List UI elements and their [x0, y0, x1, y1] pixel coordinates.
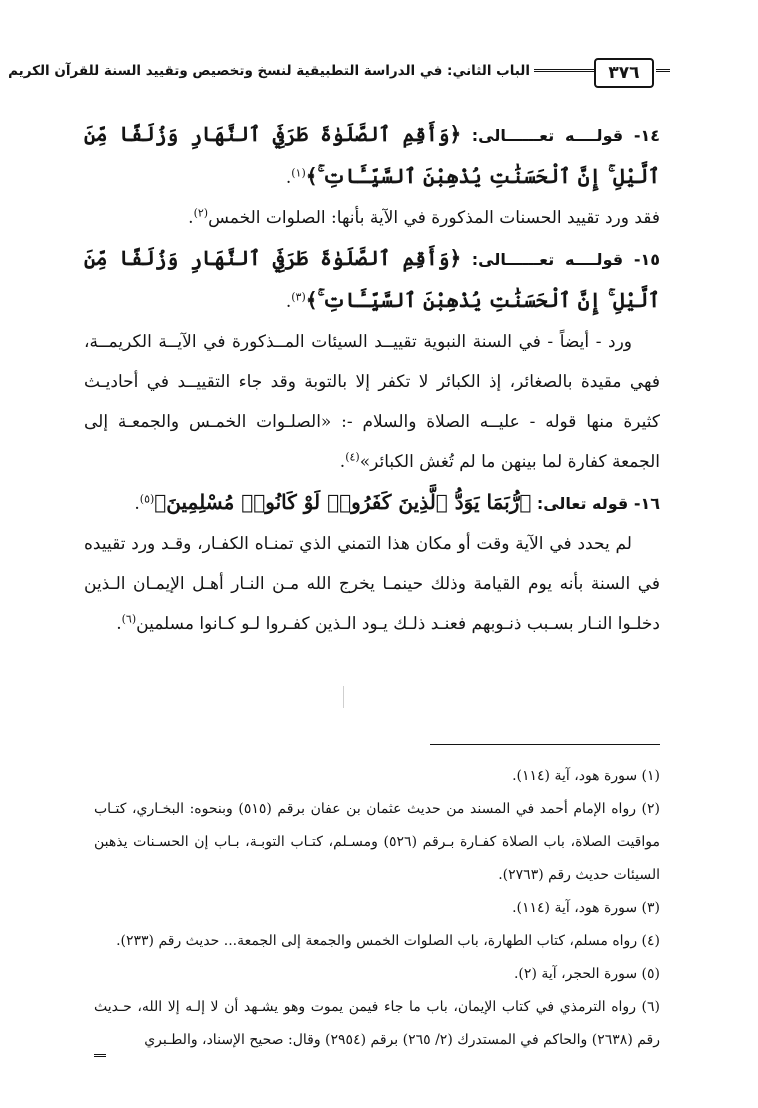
item-label: ١٥- قولــــه تعــــــالى:	[471, 250, 660, 269]
running-header	[8, 52, 670, 92]
footnote-ref: (٢)	[193, 206, 209, 220]
item-16	[84, 482, 660, 524]
paragraph	[84, 524, 660, 644]
item-label: ١٦- قوله تعالى:	[536, 494, 660, 513]
footnote-ref: (٥)	[139, 492, 155, 506]
footnote: (٣) سورة هود، آية (١١٤).	[512, 900, 660, 916]
item-15: ١٥- قولــــه تعــــــالى: ﴿وَأَقِمِ ٱلصَّلَوٰةَ طَرَفَيِ ٱلنَّهَارِ وَزُلَفًا مِّنَ ٱلَّيْلِ ۚ إِنَّ ٱلْحَسَنَٰتِ يُذْهِبْنَ ٱلسَّيِّـَٔاتِ ۚ﴾$^{(٣)}$.	[84, 246, 660, 312]
footnote: (٦) رواه الترمذي في كتاب الإيمان، باب ما جاء فيمن يموت وهو يشـهد أن لا إلـه إلا الله، حـديث رقم (٢٦٣٨) والحاكم في المستدرك (٢/ ٢٦٥) برقم (٢٩٥٤) وقال: صحيح الإسناد، والطـبري	[94, 999, 661, 1048]
header-rule	[534, 69, 594, 72]
paragraph	[84, 198, 660, 238]
footnote: (٢) رواه الإمام أحمد في المسند من حديث عثمان بن عفان برقم (٥١٥) وبنحوه: البخـاري، كتـاب مواقيت الصلاة، باب الصلاة كفـارة بـرقم (٥٢٦) ومسـلم، كتـاب التوبـة، بـاب إن الحسـنات يذهبن السيئات حديث رقم (٢٧٦٣).	[94, 801, 660, 883]
header-rule-right	[656, 69, 670, 72]
paragraph-text: لم يحدد في الآية وقت أو مكان هذا التمني الذي تمنـاه الكفـار، وقـد ورد تقييده في السنة بأنه يوم القيامة وذلك حينمـا يخرج الله مـن النـار أهـل الإيمـان الـذين دخلـوا النـار بسـبب ذنـوبهم فعنـد ذلـك يـود الـذين كفـروا لـو كـانوا مسلمين	[84, 534, 660, 634]
period: .	[339, 452, 346, 472]
scan-artifact	[343, 686, 344, 708]
quran-verse: ﴿وَأَقِمِ ٱلصَّلَوٰةَ طَرَفَيِ ٱلنَّهَارِ وَزُلَفًا مِّنَ ٱلَّيْلِ ۚ إِنَّ ٱلْحَسَنَٰتِ يُذْهِبْنَ ٱلسَّيِّـَٔاتِ ۚ﴾	[84, 246, 660, 312]
footnote-ref: (٦)	[121, 612, 137, 626]
quran-verse: ﴿رُّبَمَا يَوَدُّ ٱلَّذِينَ كَفَرُوا۟ لَوْ كَانُوا۟ مُسْلِمِينَ﴾	[154, 490, 532, 514]
period: .	[188, 208, 194, 228]
paragraph	[84, 322, 660, 482]
main-text	[84, 114, 660, 644]
footnotes	[94, 760, 660, 1057]
paragraph-text: فقد ورد تقييد الحسنات المذكورة في الآية بأنها: الصلوات الخمس	[208, 208, 660, 228]
continuation-mark	[94, 1054, 106, 1057]
item-14: ١٤- قولــــه تعــــــالى: ﴿وَأَقِمِ ٱلصَّلَوٰةَ طَرَفَيِ ٱلنَّهَارِ وَزُلَفًا مِّنَ ٱلَّيْلِ ۚ إِنَّ ٱلْحَسَنَٰتِ يُذْهِبْنَ ٱلسَّيِّـَٔاتِ ۚ﴾$^{(١)}$.	[84, 122, 660, 188]
chapter-title: الباب الثاني: في الدراسة التطبيقية لنسخ وتخصيص وتقييد السنة للقرآن الكريم	[8, 63, 530, 79]
footnote: (٤) رواه مسلم، كتاب الطهارة، باب الصلوات الخمس والجمعة إلى الجمعة... حديث رقم (٢٣٣).	[116, 933, 660, 949]
footnote-ref: (١)	[291, 166, 306, 180]
footnote-ref: (٣)	[291, 290, 306, 304]
footnote-separator	[430, 744, 660, 745]
paragraph-text: ورد - أيضاً - في السنة النبوية تقييــد السيئات المــذكورة في الآيــة الكريمــة، فهي مقيدة بالصغائر، إذ الكبائر لا تكفر إلا بالتوبة وقد جاء التقييــد في أحاديـث كثيرة منها قوله - عليــه الصلاة والسلام -: «الصلـوات الخمـس والجمعـة إلى الجمعة كفارة لما بينهن ما لم تُغش الكبائر»	[84, 332, 660, 472]
period: .	[134, 494, 140, 514]
footnote-ref: (٤)	[345, 450, 360, 464]
page-number: ٣٧٦	[594, 58, 654, 88]
footnote: (١) سورة هود، آية (١١٤).	[512, 768, 660, 784]
item-label: ١٤- قولــــه تعــــــالى:	[471, 126, 660, 145]
period: .	[116, 614, 122, 634]
footnote: (٥) سورة الحجر، آية (٢).	[513, 966, 660, 982]
quran-verse: ﴿وَأَقِمِ ٱلصَّلَوٰةَ طَرَفَيِ ٱلنَّهَارِ وَزُلَفًا مِّنَ ٱلَّيْلِ ۚ إِنَّ ٱلْحَسَنَٰتِ يُذْهِبْنَ ٱلسَّيِّـَٔاتِ ۚ﴾	[84, 122, 660, 188]
